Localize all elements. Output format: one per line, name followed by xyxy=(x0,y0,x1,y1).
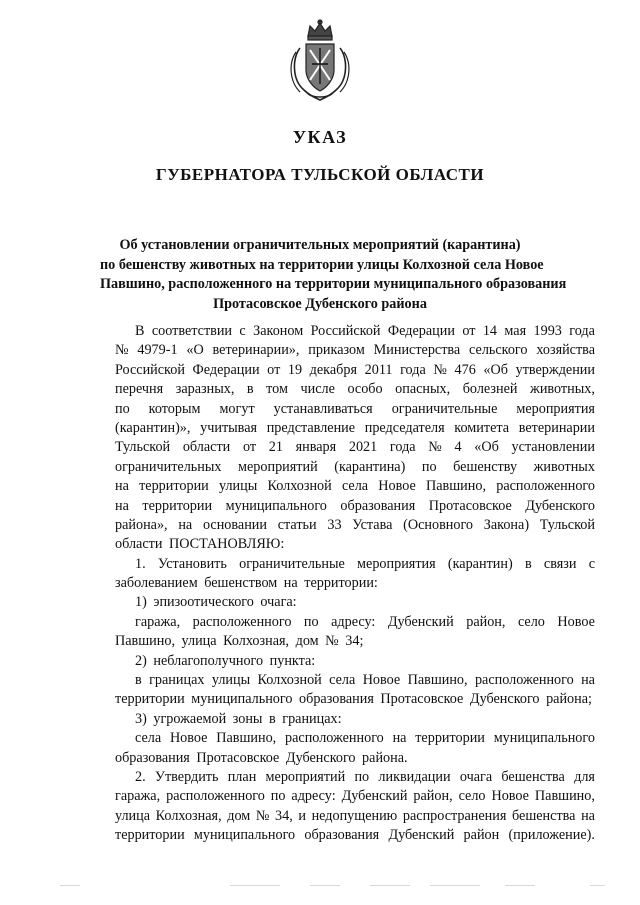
body-line: 2. Утвердить план мероприятий по ликвидации очага бешенства для xyxy=(135,768,595,785)
body-line: Павшино, улица Колхозная, дом № 34; xyxy=(115,633,364,650)
subject-line: Павшино, расположенного на территории муниципального образования xyxy=(100,276,567,292)
body-line: района», на основании статьи 33 Устава (Основного Закона) Тульской xyxy=(115,516,595,533)
body-line: 1. Установить ограничительные мероприятия (карантин) в связи с xyxy=(135,555,595,572)
body-line: ограничительных мероприятий (карантина) по бешенству животных xyxy=(115,458,595,475)
subject-line: по бешенству животных на территории улицы Колхозной села Новое xyxy=(100,256,544,273)
body-line: по которым могут устанавливаться ограничительные мероприятия xyxy=(115,400,595,417)
body-line: 1) эпизоотического очага: xyxy=(135,594,297,611)
body-line: В соответствии с Законом Российской Федерации от 14 мая 1993 года xyxy=(135,323,595,339)
body-line: территории муниципального образования Протасовское Дубенского района; xyxy=(115,691,592,708)
body-line: (карантин)», учитывая представление председателя комитета ветеринарии xyxy=(115,419,595,436)
body-line: гаража, расположенного по адресу: Дубенский район, село Новое xyxy=(135,613,595,630)
tula-coat-of-arms-icon xyxy=(286,18,354,102)
body-line: 2) неблагополучного пункта: xyxy=(135,652,316,669)
body-line: № 4979-1 «О ветеринарии», приказом Министерства сельского хозяйства xyxy=(115,342,595,359)
body-line: Российской Федерации от 19 декабря 2011 года № 476 «Об утверждении xyxy=(115,361,595,378)
body-line: заболеванием бешенством на территории: xyxy=(115,575,378,592)
body-line: в границах улицы Колхозной села Новое Павшино, расположенного на xyxy=(135,672,595,689)
body-line: гаража, расположенного по адресу: Дубенский район, село Новое Павшино, xyxy=(115,788,595,805)
body-line: перечня заразных, в том числе особо опасных, болезней животных, xyxy=(115,381,595,398)
subject-line: Протасовское Дубенского района xyxy=(213,295,427,312)
document-issuer: ГУБЕРНАТОРА ТУЛЬСКОЙ ОБЛАСТИ xyxy=(155,165,485,184)
body-line: Тульской области от 21 января 2021 года № 4 «Об установлении xyxy=(115,439,595,456)
document-title: УКАЗ xyxy=(292,127,348,147)
decree-subject xyxy=(100,236,567,314)
scan-artifact-line xyxy=(0,882,640,892)
body-line: области ПОСТАНОВЛЯЮ: xyxy=(115,536,285,553)
body-line: 3) угрожаемой зоны в границах: xyxy=(135,710,342,727)
body-line: на территории улицы Колхозной села Новое Павшино, расположенного xyxy=(115,478,595,495)
body-line: на территории муниципального образования Протасовское Дубенского xyxy=(115,497,595,514)
body-line: образования Протасовское Дубенского района. xyxy=(115,749,408,766)
decree-body xyxy=(115,322,595,846)
body-line: улица Колхозная, дом № 34, и недопущению распространения бешенства на xyxy=(115,807,595,824)
body-line: села Новое Павшино, расположенного на территории муниципального xyxy=(135,730,595,747)
subject-line: Об установлении ограничительных мероприятий (карантина) xyxy=(119,237,521,253)
body-line: территории муниципального образования Дубенский район (приложение). xyxy=(115,827,595,844)
